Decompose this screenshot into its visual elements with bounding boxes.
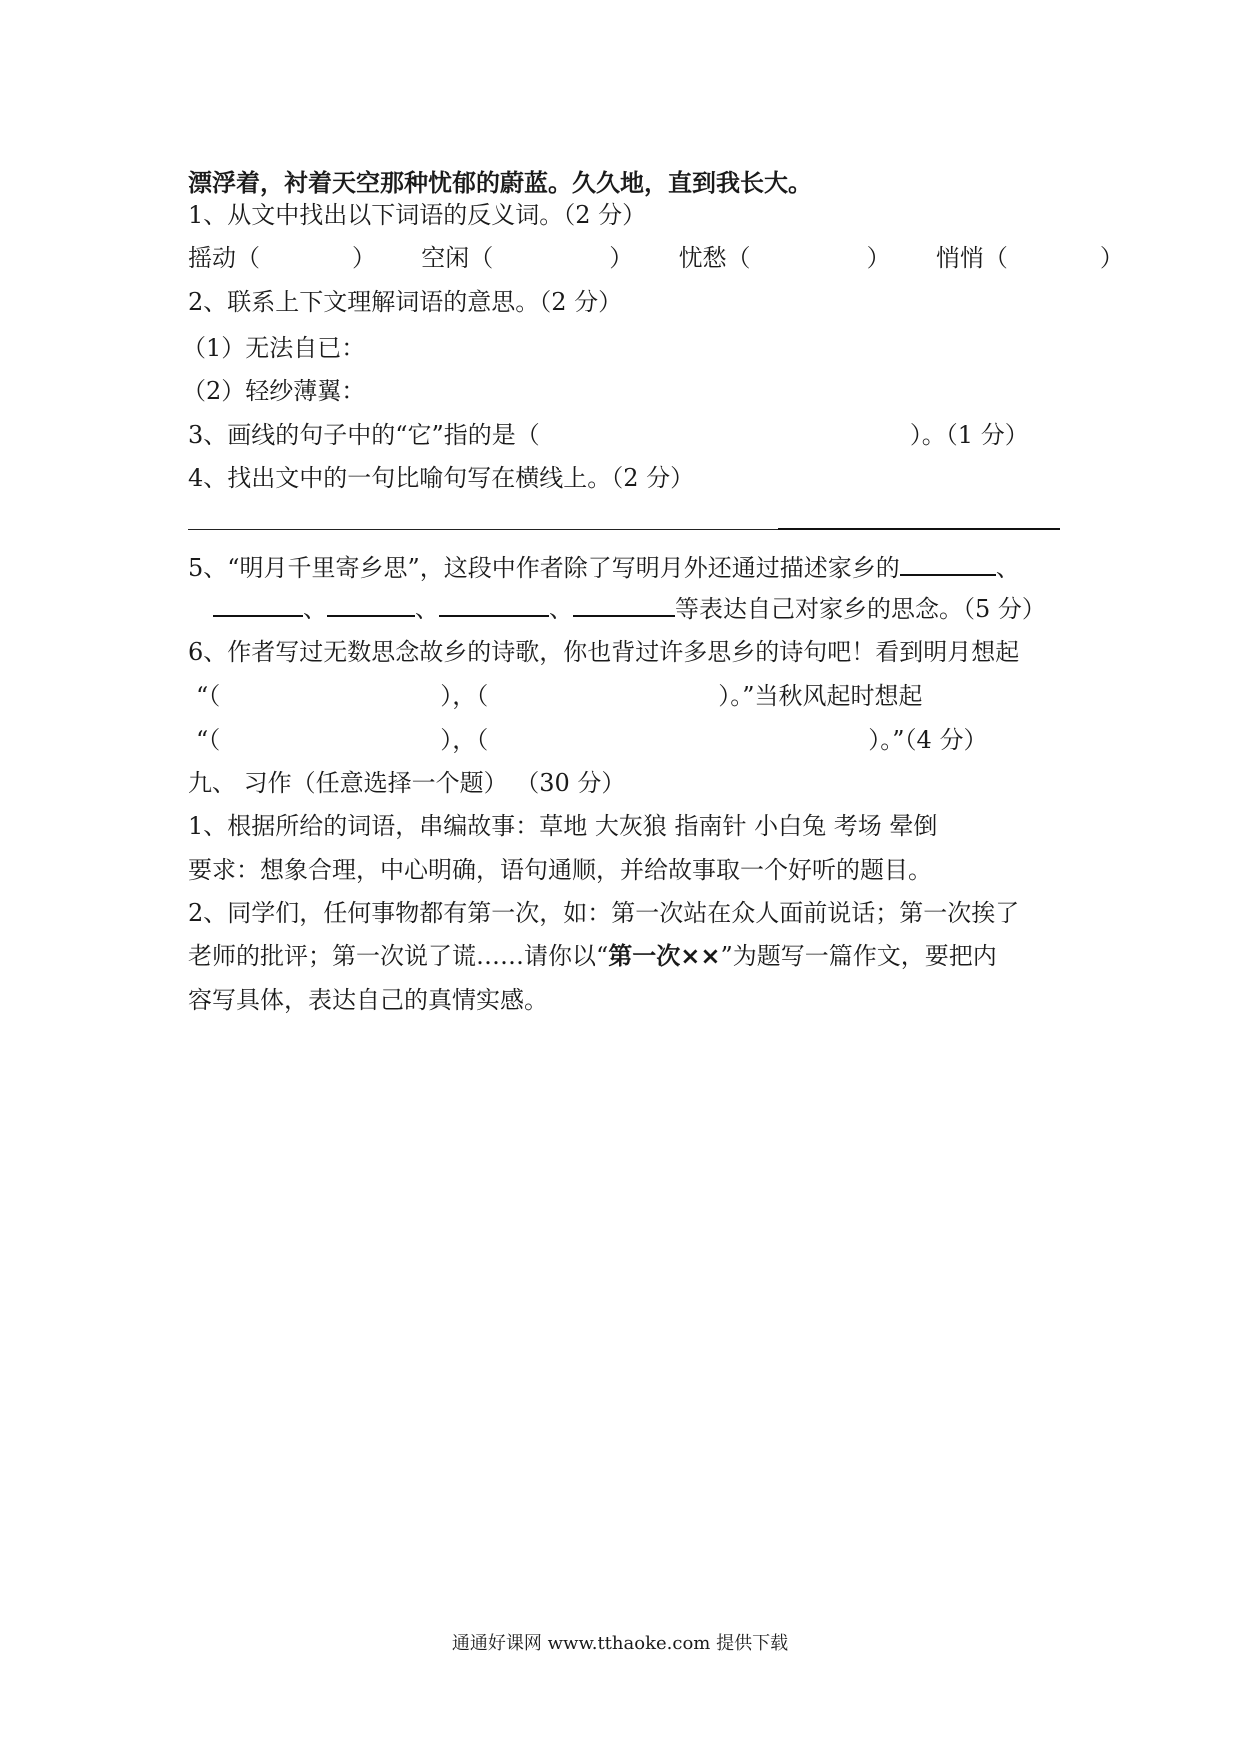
antonym-word-2-open: 空闲（: [421, 244, 494, 272]
antonym-word-1-open: 摇动（: [188, 244, 260, 272]
question-5-line-2: [213, 593, 1046, 624]
question-6-l2a: “（: [196, 682, 221, 710]
question-5-text: 5、“明月千里寄乡思”，这段中作者除了写明月外还通过描述家乡的: [188, 554, 900, 582]
question-5-blank-3[interactable]: [327, 593, 415, 617]
question-5-sep-3: 、: [415, 595, 439, 623]
question-5-blank-4[interactable]: [439, 593, 549, 617]
question-2-item-1: （1）无法自已：: [182, 334, 366, 362]
question-5-sep-4: 、: [549, 595, 573, 623]
question-6-l3b: ），（: [440, 726, 489, 754]
question-6-l3a: “（: [196, 726, 221, 754]
passage-closing-line: 漂浮着，衬着天空那种忧郁的蔚蓝。久久地，直到我长大。: [188, 169, 812, 197]
question-6-line-3: [196, 725, 987, 755]
footer-source: 通通好课网 www.tthaoke.com 提供下载: [451, 1633, 789, 1654]
answer-line-thin: [188, 529, 778, 530]
question-3: [188, 420, 1029, 450]
essay-2-line-1: 2、同学们，任何事物都有第一次，如：第一次站在众人面前说话；第一次挨了: [188, 899, 1020, 927]
essay-2-topic: 第一次××: [608, 942, 721, 970]
antonym-word-1-close: ）: [352, 244, 376, 272]
question-6-l2b: ），（: [440, 682, 489, 710]
question-6-line-2: [196, 681, 923, 711]
antonym-word-3-open: 忧愁（: [678, 244, 751, 272]
question-2-item-2: （2）轻纱薄翼：: [182, 377, 366, 405]
essay-1-line-2: 要求：想象合理，中心明确，语句通顺，并给故事取一个好听的题目。: [188, 856, 932, 884]
question-5-line-1: [188, 552, 1020, 583]
antonym-word-2-close: ）: [609, 244, 634, 272]
essay-2-line-2a: 老师的批评；第一次说了谎……请你以“: [188, 942, 609, 970]
antonym-word-4-open: 悄悄（: [935, 244, 1008, 272]
question-6-line-1: 6、作者写过无数思念故乡的诗歌，你也背过许多思乡的诗句吧！看到明月想起: [188, 638, 1020, 666]
answer-line-thick: [778, 528, 1060, 530]
question-5-blank-2[interactable]: [213, 593, 303, 617]
question-6-l3c: ）。”（4 分）: [868, 726, 988, 754]
essay-2-line-3: 容写具体，表达自己的真情实感。: [188, 986, 548, 1014]
question-5-blank-1[interactable]: [900, 552, 996, 576]
question-6-l2c: ）。”当秋风起时想起: [718, 682, 923, 710]
question-4-title: 4、找出文中的一句比喻句写在横线上。（2 分）: [188, 464, 695, 492]
essay-2-line-2: [188, 941, 997, 971]
question-5-sep-2: 、: [303, 595, 327, 623]
question-5-sep-1: 、: [995, 554, 1020, 582]
antonym-word-3-close: ）: [866, 244, 891, 272]
question-1-title: 1、从文中找出以下词语的反义词。（2 分）: [188, 201, 647, 229]
essay-2-line-2c: ”为题写一篇作文，要把内: [720, 942, 997, 970]
question-3-right: ）。（1 分）: [909, 421, 1029, 449]
question-5-tail: 等表达自己对家乡的思念。（5 分）: [675, 595, 1046, 623]
antonym-word-4-close: ）: [1099, 244, 1124, 272]
section-9-title: 九、 习作（任意选择一个题） （30 分）: [188, 769, 626, 797]
question-1-antonym-blanks: [188, 243, 1124, 273]
question-3-left: 3、画线的句子中的“它”指的是（: [188, 421, 540, 449]
question-2-title: 2、联系上下文理解词语的意思。（2 分）: [188, 288, 623, 316]
essay-1-line-1: 1、根据所给的词语，串编故事：草地 大灰狼 指南针 小白兔 考场 晕倒: [188, 812, 938, 840]
question-5-blank-5[interactable]: [573, 593, 675, 617]
